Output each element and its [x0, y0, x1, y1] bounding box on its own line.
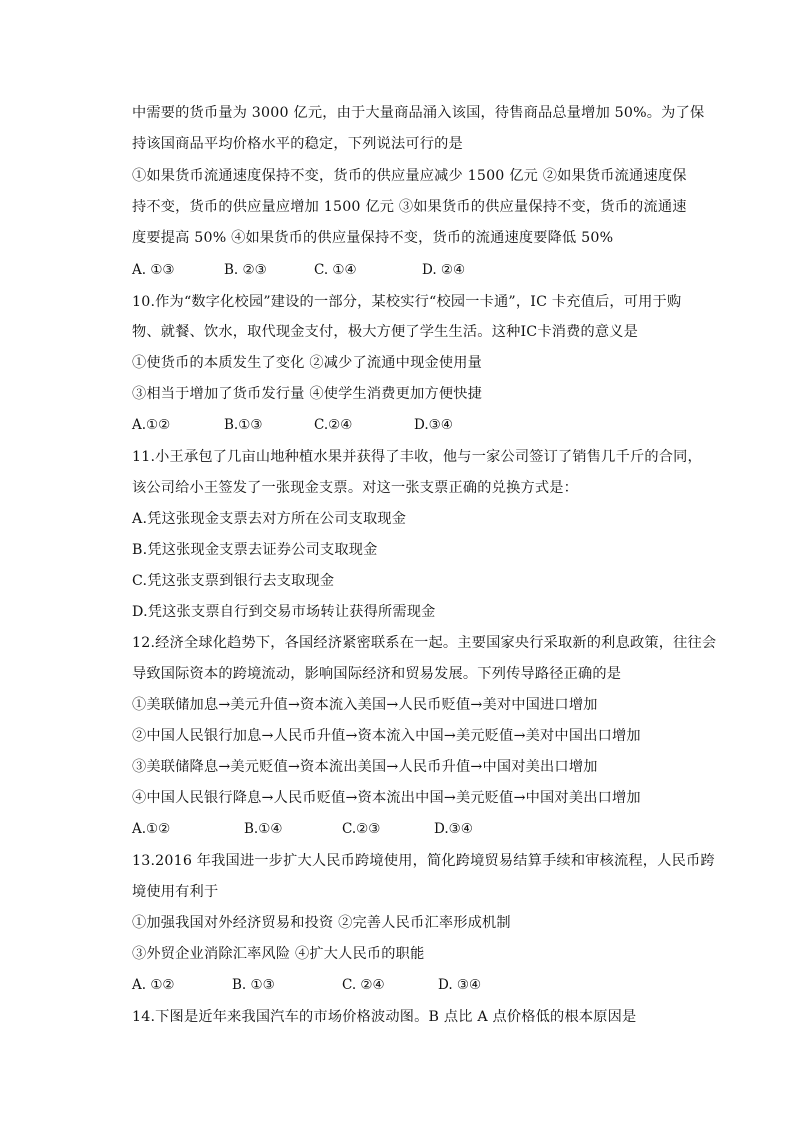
q12-item-4: ④中国人民银行降息→人民币贬值→资本流出中国→美元贬值→中国对美出口增加	[132, 790, 641, 806]
q14-line-1: 14.下图是近年来我国汽车的市场价格波动图。B 点比 A 点价格低的根本原因是	[132, 1009, 637, 1025]
q9-line-3: ①如果货币流通速度保持不变，货币的供应量应减少 1500 亿元 ②如果货币流通速度保	[132, 168, 687, 184]
q12-line-2: 导致国际资本的跨境流动，影响国际经济和贸易发展。下列传导路径正确的是	[132, 666, 622, 682]
q13-item-row-1: ①加强我国对外经济贸易和投资 ②完善人民币汇率形成机制	[132, 915, 511, 931]
q10-option-b: B.①③	[224, 417, 263, 433]
q11-line-2: 该公司给小王签发了一张现金支票。对这一张支票正确的兑换方式是：	[132, 480, 579, 496]
q9-line-4: 持不变，货币的供应量应增加 1500 亿元 ③如果货币的供应量保持不变，货币的流通速	[132, 199, 687, 215]
q13-line-1: 13.2016 年我国进一步扩大人民币跨境使用，简化跨境贸易结算手续和审核流程，人民币跨	[132, 853, 715, 869]
q13-line-2: 境使用有利于	[132, 884, 219, 900]
q9-line-1: 中需要的货币量为 3000 亿元，由于大量商品涌入该国，待售商品总量增加 50%。为了保	[132, 105, 705, 121]
q11-line-1: 11.小王承包了几亩山地种植水果并获得了丰收，他与一家公司签订了销售几千斤的合同，	[132, 449, 702, 465]
q10-line-1: 10.作为“数字化校园”建设的一部分，某校实行“校园一卡通”，IC 卡充值后，可用于购	[132, 294, 682, 310]
q12-option-d: D.③④	[434, 821, 473, 837]
q13-option-d: D. ③④	[438, 977, 482, 993]
q10-option-c: C.②④	[314, 417, 353, 433]
q10-line-3: ①使货币的本质发生了变化 ②减少了流通中现金使用量	[132, 355, 483, 371]
q13-item-row-2: ③外贸企业消除汇率风险 ④扩大人民币的职能	[132, 946, 425, 962]
q9-option-c: C. ①④	[314, 262, 357, 278]
q12-line-1: 12.经济全球化趋势下，各国经济紧密联系在一起。主要国家央行采取新的利息政策，往往会	[132, 635, 717, 651]
q12-item-2: ②中国人民银行加息→人民币升值→资本流入中国→美元贬值→美对中国出口增加	[132, 728, 641, 744]
q12-item-3: ③美联储降息→美元贬值→资本流出美国→人民币升值→中国对美出口增加	[132, 759, 598, 775]
q13-option-a: A. ①②	[132, 977, 175, 993]
q12-item-1: ①美联储加息→美元升值→资本流入美国→人民币贬值→美对中国进口增加	[132, 697, 598, 713]
q10-option-d: D.③④	[414, 417, 453, 433]
q13-option-b: B. ①③	[232, 977, 275, 993]
q11-option-c: C.凭这张支票到银行去支取现金	[132, 573, 335, 589]
q10-option-a: A.①②	[132, 417, 171, 433]
q13-option-c: C. ②④	[342, 977, 385, 993]
q11-option-b: B.凭这张现金支票去证券公司支取现金	[132, 542, 378, 558]
q12-option-c: C.②③	[342, 821, 381, 837]
q9-option-b: B. ②③	[224, 262, 267, 278]
q11-option-d: D.凭这张支票自行到交易市场转让获得所需现金	[132, 604, 436, 620]
q12-option-a: A.①②	[132, 821, 171, 837]
q9-line-5: 度要提高 50% ④如果货币的供应量保持不变，货币的流通速度要降低 50%	[132, 230, 614, 246]
q12-option-b: B.①④	[244, 821, 283, 837]
q11-option-a: A.凭这张现金支票去对方所在公司支取现金	[132, 511, 407, 527]
q9-option-d: D. ②④	[422, 262, 466, 278]
q10-line-2: 物、就餐、饮水，取代现金支付，极大方便了学生生活。这种IC卡消费的意义是	[132, 324, 639, 340]
q9-line-2: 持该国商品平均价格水平的稳定，下列说法可行的是	[132, 136, 463, 152]
q10-line-4: ③相当于增加了货币发行量 ④使学生消费更加方便快捷	[132, 386, 483, 402]
q9-option-a: A. ①③	[132, 262, 175, 278]
